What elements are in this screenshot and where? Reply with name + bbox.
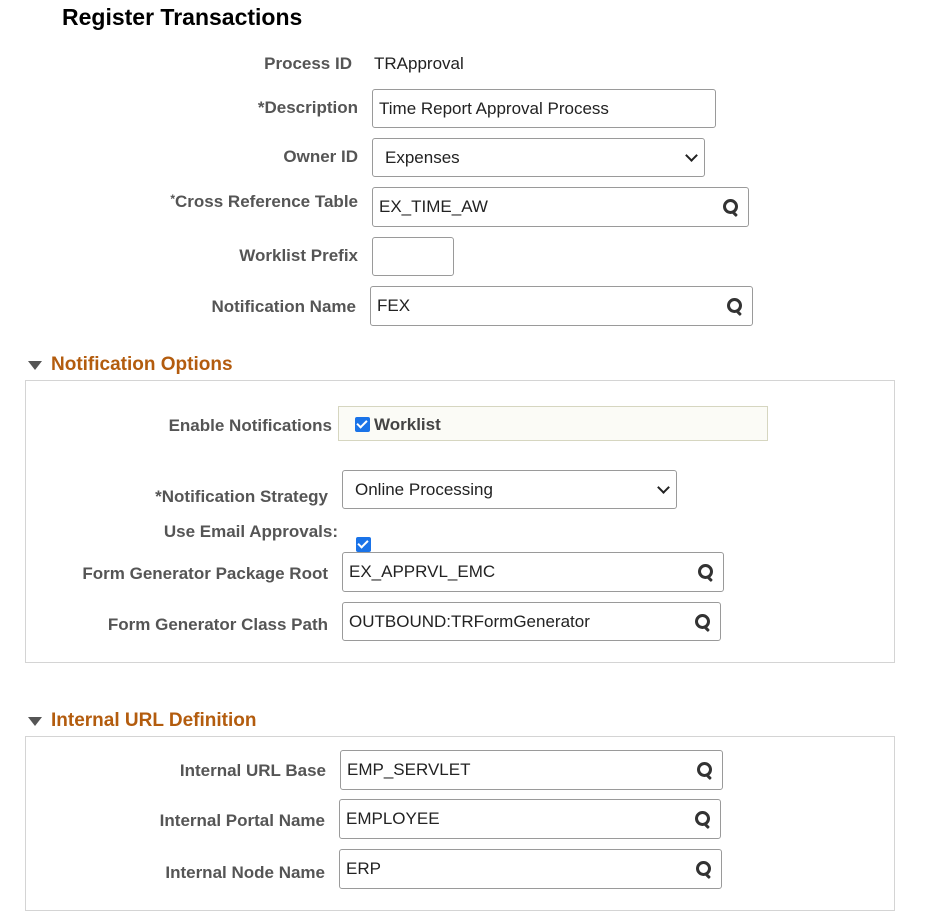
notification-options-header[interactable]: Notification Options xyxy=(51,354,233,375)
internal-portal-name-value: EMPLOYEE xyxy=(346,809,440,828)
notification-strategy-label: *Notification Strategy xyxy=(155,487,328,506)
triangle-down-icon[interactable] xyxy=(28,717,42,726)
chevron-down-icon xyxy=(685,149,698,162)
enable-notifications-label: Enable Notifications xyxy=(168,416,332,435)
use-email-approvals-label: Use Email Approvals: xyxy=(163,522,338,541)
notification-name-input[interactable] xyxy=(370,286,753,326)
triangle-down-icon[interactable] xyxy=(28,361,42,370)
process-id-label: Process ID xyxy=(264,54,352,73)
internal-node-name-value: ERP xyxy=(346,859,381,878)
search-icon[interactable] xyxy=(722,198,740,216)
internal-node-name-label: Internal Node Name xyxy=(165,863,325,882)
cross-reference-table-label-text: Cross Reference Table xyxy=(175,192,358,211)
owner-id-label: Owner ID xyxy=(283,147,358,166)
owner-id-value: Expenses xyxy=(385,147,460,167)
notification-name-value: FEX xyxy=(377,296,411,315)
form-generator-class-path-input[interactable] xyxy=(342,602,721,641)
search-icon[interactable] xyxy=(696,761,714,779)
search-icon[interactable] xyxy=(726,297,744,315)
description-input[interactable] xyxy=(372,89,716,128)
form-generator-package-root-value: EX_APPRVL_EMC xyxy=(349,562,496,581)
internal-url-base-value: EMP_SERVLET xyxy=(347,760,471,779)
notification-name-label: Notification Name xyxy=(211,297,356,316)
notification-strategy-value: Online Processing xyxy=(355,479,493,499)
use-email-approvals-checkbox[interactable] xyxy=(356,537,371,552)
form-generator-package-root-input[interactable] xyxy=(342,552,724,592)
description-label: *Description xyxy=(257,98,358,117)
page-title: Register Transactions xyxy=(62,4,303,30)
form-generator-package-root-label: Form Generator Package Root xyxy=(82,564,328,583)
internal-url-base-input[interactable] xyxy=(340,750,723,790)
required-asterisk: * xyxy=(170,192,176,206)
form-generator-class-path-label: Form Generator Class Path xyxy=(107,615,328,634)
internal-node-name-input[interactable] xyxy=(339,849,722,889)
cross-reference-table-value: EX_TIME_AW xyxy=(379,197,488,216)
internal-url-base-label: Internal URL Base xyxy=(179,761,326,780)
search-icon[interactable] xyxy=(697,563,715,581)
worklist-prefix-label: Worklist Prefix xyxy=(239,246,358,265)
cross-reference-table-input[interactable] xyxy=(372,187,749,227)
form-generator-class-path-value: OUTBOUND:TRFormGenerator xyxy=(349,611,590,631)
internal-portal-name-label: Internal Portal Name xyxy=(159,811,325,830)
search-icon[interactable] xyxy=(694,613,712,631)
description-value: Time Report Approval Process xyxy=(379,98,609,118)
search-icon[interactable] xyxy=(694,810,712,828)
cross-reference-table-label xyxy=(170,192,358,212)
chevron-down-icon xyxy=(657,481,670,494)
worklist-prefix-input[interactable] xyxy=(372,237,454,276)
internal-url-definition-header[interactable]: Internal URL Definition xyxy=(51,710,257,731)
owner-id-select[interactable] xyxy=(372,138,705,177)
notification-strategy-select[interactable] xyxy=(342,470,677,509)
search-icon[interactable] xyxy=(695,860,713,878)
worklist-checkbox[interactable] xyxy=(355,417,370,432)
internal-portal-name-input[interactable] xyxy=(339,799,721,839)
worklist-checkbox-label: Worklist xyxy=(374,415,441,434)
process-id-value: TRApproval xyxy=(374,54,464,73)
